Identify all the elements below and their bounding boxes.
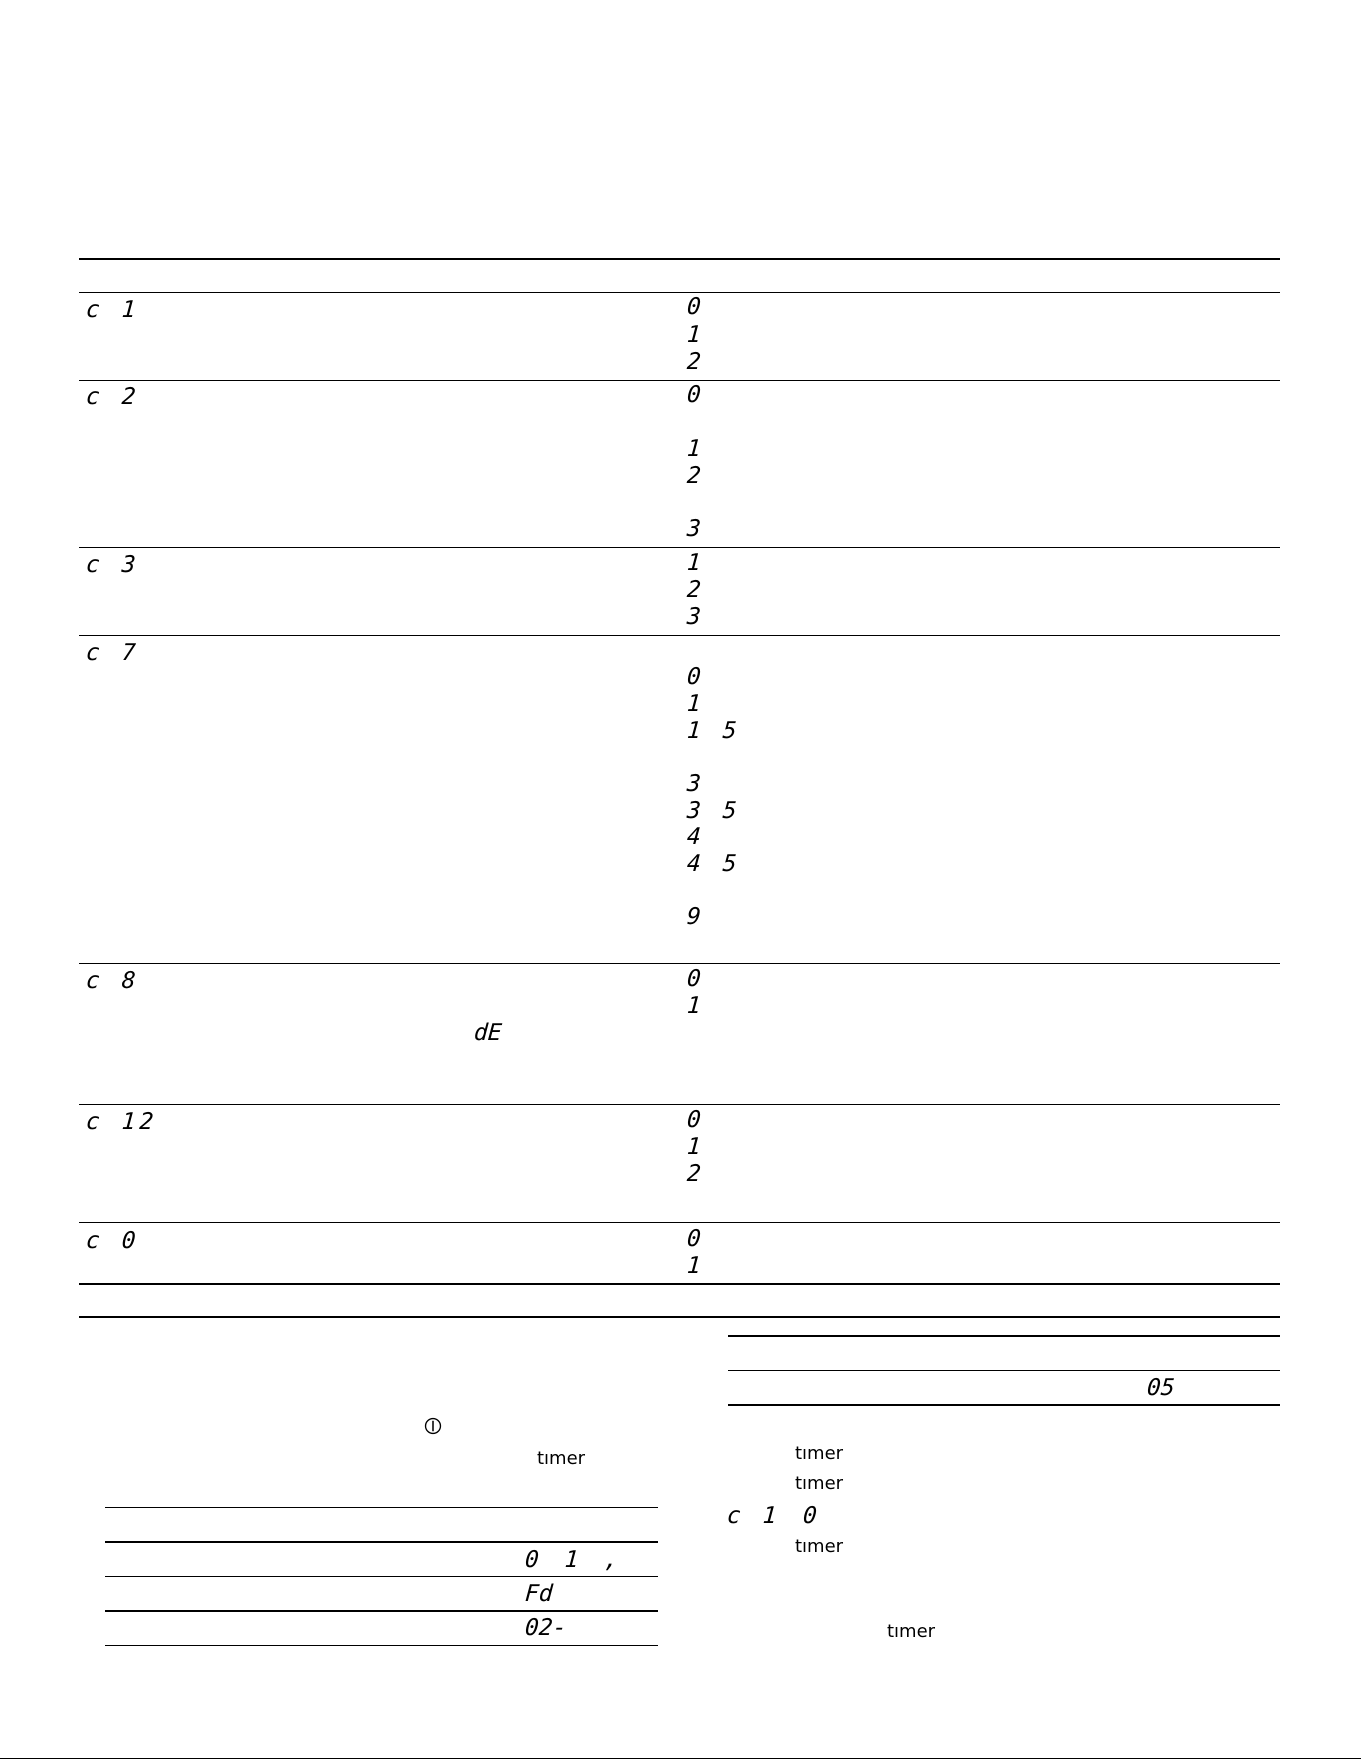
subtable-rule — [105, 1541, 658, 1543]
setting-value: 1 — [686, 1134, 706, 1160]
display-value: 0 1 , — [524, 1547, 626, 1573]
setting-code: c 1 — [85, 297, 141, 323]
setting-value: 0 — [686, 664, 706, 690]
setting-code: c 1 — [726, 1503, 782, 1529]
setting-code: c 2 — [85, 384, 141, 410]
setting-value: 0 — [686, 294, 706, 320]
timer-key-label: tımer — [795, 1443, 844, 1464]
setting-value: 1 — [686, 691, 706, 717]
setting-value: 2 — [686, 1161, 706, 1187]
row-divider — [79, 380, 1280, 381]
setting-value: 1 — [686, 550, 706, 576]
subtable-rule — [105, 1610, 658, 1612]
display-value: 05 — [1146, 1375, 1176, 1401]
setting-value: 4 5 — [686, 851, 742, 877]
page-bottom-rule — [0, 1758, 1361, 1759]
setting-value: 2 — [686, 463, 706, 489]
display-value: Fd — [524, 1581, 554, 1607]
setting-value: 1 — [686, 1253, 706, 1279]
table-header-rule — [79, 292, 1280, 293]
setting-code: c 12 — [85, 1109, 159, 1135]
setting-value: 0 — [686, 966, 706, 992]
display-value: 02- — [524, 1615, 568, 1641]
timer-key-label: tımer — [887, 1621, 936, 1642]
setting-value: 0 — [686, 1226, 706, 1252]
setting-code: c 0 — [85, 1228, 141, 1254]
setting-value: 9 — [686, 904, 706, 930]
section-rule — [79, 1316, 1280, 1318]
row-divider — [79, 1222, 1280, 1223]
setting-value: 1 — [686, 436, 706, 462]
row-divider — [79, 963, 1280, 964]
table-bottom-rule — [79, 1283, 1280, 1285]
setting-value: 1 5 — [686, 718, 742, 744]
timer-key-label: tımer — [537, 1448, 586, 1469]
subtable-rule — [728, 1335, 1280, 1337]
power-icon — [424, 1417, 442, 1435]
row-divider — [79, 635, 1280, 636]
setting-value: 4 — [686, 824, 706, 850]
setting-value: 3 — [686, 604, 706, 630]
setting-value: 1 — [686, 322, 706, 348]
setting-value: 3 5 — [686, 798, 742, 824]
inline-display-code: dE — [473, 1020, 503, 1046]
setting-code: c 3 — [85, 552, 141, 578]
setting-code: c 7 — [85, 640, 141, 666]
timer-key-label: tımer — [795, 1473, 844, 1494]
row-divider — [79, 1104, 1280, 1105]
setting-value: 3 — [686, 771, 706, 797]
subtable-rule — [728, 1370, 1280, 1371]
setting-value: 1 — [686, 993, 706, 1019]
subtable-rule — [105, 1507, 658, 1508]
setting-value: 0 — [686, 1107, 706, 1133]
row-divider — [79, 547, 1280, 548]
subtable-rule — [105, 1645, 658, 1646]
subtable-rule — [105, 1576, 658, 1577]
setting-value: 2 — [686, 349, 706, 375]
setting-value: 0 — [802, 1503, 822, 1529]
setting-value: 0 — [686, 382, 706, 408]
setting-value: 3 — [686, 516, 706, 542]
subtable-rule — [728, 1404, 1280, 1406]
timer-key-label: tımer — [795, 1536, 844, 1557]
setting-code: c 8 — [85, 968, 141, 994]
setting-value: 2 — [686, 577, 706, 603]
table-top-rule — [79, 258, 1280, 260]
